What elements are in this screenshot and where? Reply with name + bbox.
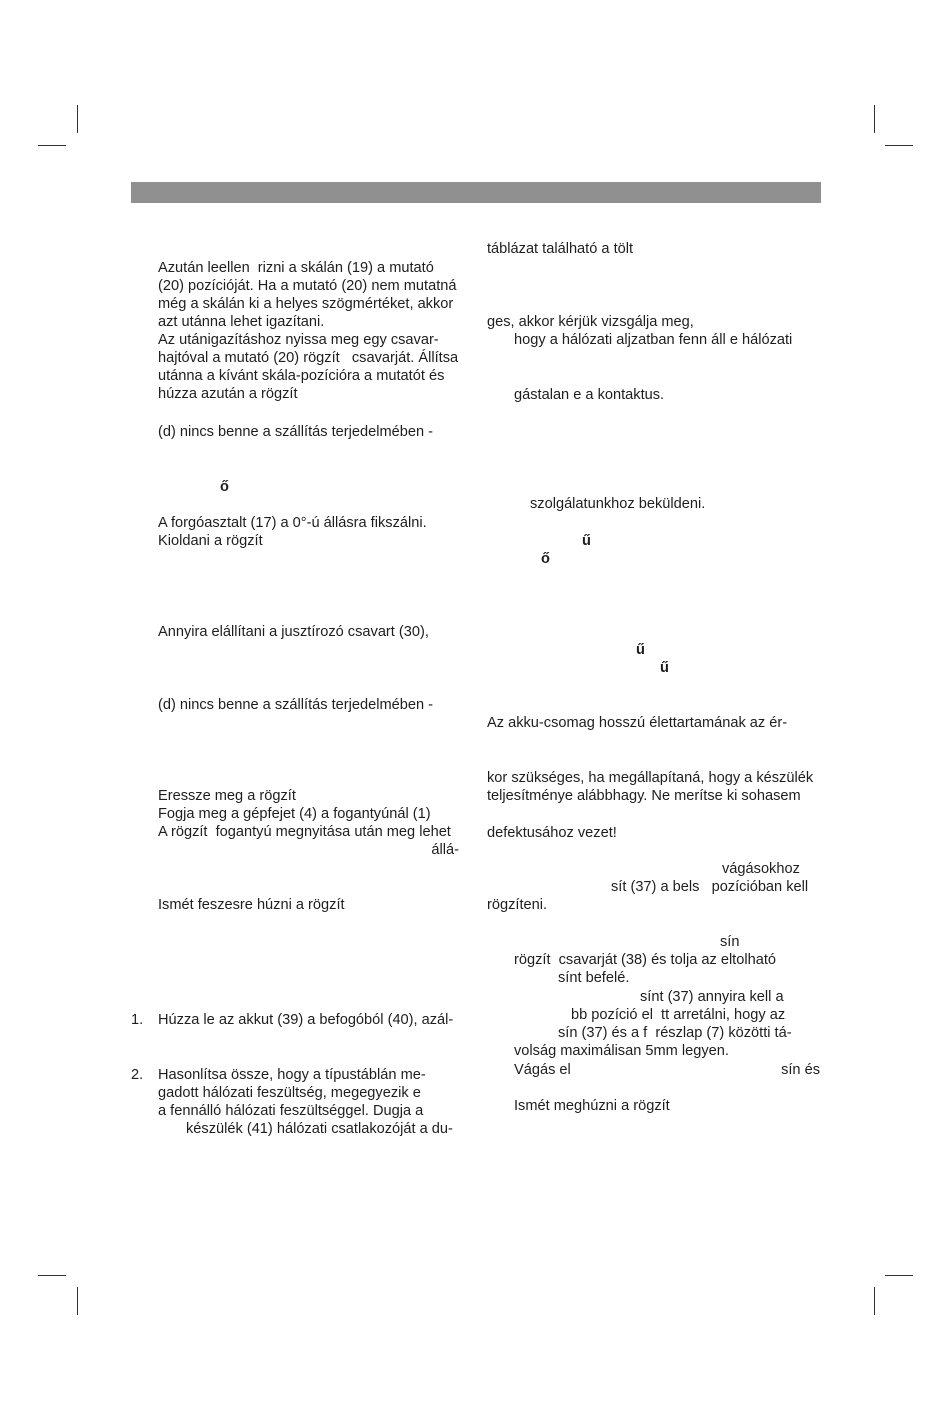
right-text-line: rögzíteni.: [487, 897, 548, 913]
right-text-line: Ismét meghúzni a rögzít: [514, 1098, 670, 1114]
left-text-line: Hasonlítsa össze, hogy a típustáblán me-: [158, 1067, 426, 1083]
left-text-line: Eressze meg a rögzít: [158, 788, 296, 804]
right-text-line: Az akku-csomag hosszú élettartamának az ér-: [487, 715, 788, 731]
left-text-line: utánna a kívánt skála-pozícióra a mutatót és: [158, 368, 445, 384]
right-text-line: defektusához vezet!: [487, 825, 617, 841]
crop-mark: [77, 1287, 78, 1315]
right-text-line: szolgálatunkhoz beküldeni.: [530, 496, 706, 512]
right-text-line: bb pozíció el tt arretálni, hogy az: [571, 1007, 786, 1023]
left-text-line: még a skálán ki a helyes szögmértéket, akkor: [158, 296, 454, 312]
left-text-line: Kioldani a rögzít: [158, 533, 263, 549]
left-text-line: A rögzít fogantyú megnyitása után meg lehet: [158, 824, 451, 840]
left-text-line: Azután leellen rizni a skálán (19) a mutató: [158, 260, 434, 276]
right-text-line: sín és: [781, 1062, 820, 1078]
left-text-line: húzza azután a rögzít: [158, 386, 298, 402]
right-glyph: ő: [541, 551, 550, 567]
right-text-line: volság maximálisan 5mm legyen.: [514, 1043, 729, 1059]
right-text-line: táblázat található a tölt: [487, 241, 634, 257]
crop-mark: [38, 145, 66, 146]
crop-mark: [885, 1275, 913, 1276]
right-text-line: sín: [720, 934, 740, 950]
right-text-line: gástalan e a kontaktus.: [514, 387, 665, 403]
left-text-line: Ismét feszesre húzni a rögzít: [158, 897, 345, 913]
right-text-line: rögzít csavarját (38) és tolja az eltolható: [514, 952, 777, 968]
left-text-line: hajtóval a mutató (20) rögzít csavarját. Állítsa: [158, 350, 459, 366]
right-text-line: hogy a hálózati aljzatban fenn áll e hálózati: [514, 332, 793, 348]
right-text-line: sín (37) és a f részlap (7) közötti tá-: [558, 1025, 792, 1041]
right-glyph: ű: [660, 660, 669, 676]
left-text-line: (d) nincs benne a szállítás terjedelmében -: [158, 697, 433, 713]
right-text-line: Vágás el: [514, 1062, 571, 1078]
right-text-line: sínt befelé.: [558, 970, 630, 986]
left-text-line: Fogja meg a gépfejet (4) a fogantyúnál (1): [158, 806, 431, 822]
right-text-line: ges, akkor kérjük vizsgálja meg,: [487, 314, 694, 330]
left-text-line: Húzza le az akkut (39) a befogóból (40), azál-: [158, 1012, 454, 1028]
right-glyph: ű: [636, 642, 645, 658]
right-text-line: vágásokhoz: [722, 861, 800, 877]
right-text-line: kor szükséges, ha megállapítaná, hogy a készülék: [487, 770, 814, 786]
list-number: 2.: [131, 1067, 144, 1083]
right-glyph: ű: [582, 533, 591, 549]
left-text-line: gadott hálózati feszültség, megegyezik e: [158, 1085, 421, 1101]
left-text-line: (d) nincs benne a szállítás terjedelmében -: [158, 424, 433, 440]
crop-mark: [874, 105, 875, 133]
right-text-line: sínt (37) annyira kell a: [640, 989, 784, 1005]
crop-mark: [38, 1275, 66, 1276]
left-text-line: a fennálló hálózati feszültséggel. Dugja a: [158, 1103, 424, 1119]
crop-mark: [77, 105, 78, 133]
list-number: 1.: [131, 1012, 144, 1028]
left-glyph: ő: [220, 479, 229, 495]
left-text-line: készülék (41) hálózati csatlakozóját a du-: [186, 1121, 453, 1137]
section-header-bar: [131, 182, 821, 203]
left-text-line: Annyira elállítani a jusztírozó csavart (30),: [158, 624, 429, 640]
right-text-line: sít (37) a bels pozícióban kell: [611, 879, 809, 895]
crop-mark: [874, 1287, 875, 1315]
right-text-line: teljesítménye alábbhagy. Ne merítse ki sohasem: [487, 788, 801, 804]
left-text-line: azt utánna lehet igazítani.: [158, 314, 325, 330]
left-text-line: (20) pozícióját. Ha a mutató (20) nem mutatná: [158, 278, 457, 294]
left-text-line: A forgóasztalt (17) a 0°-ú állásra fikszálni.: [158, 515, 427, 531]
crop-mark: [885, 145, 913, 146]
left-text-line: Az utánigazításhoz nyissa meg egy csavar-: [158, 332, 439, 348]
left-text-line: állá-: [431, 842, 459, 858]
